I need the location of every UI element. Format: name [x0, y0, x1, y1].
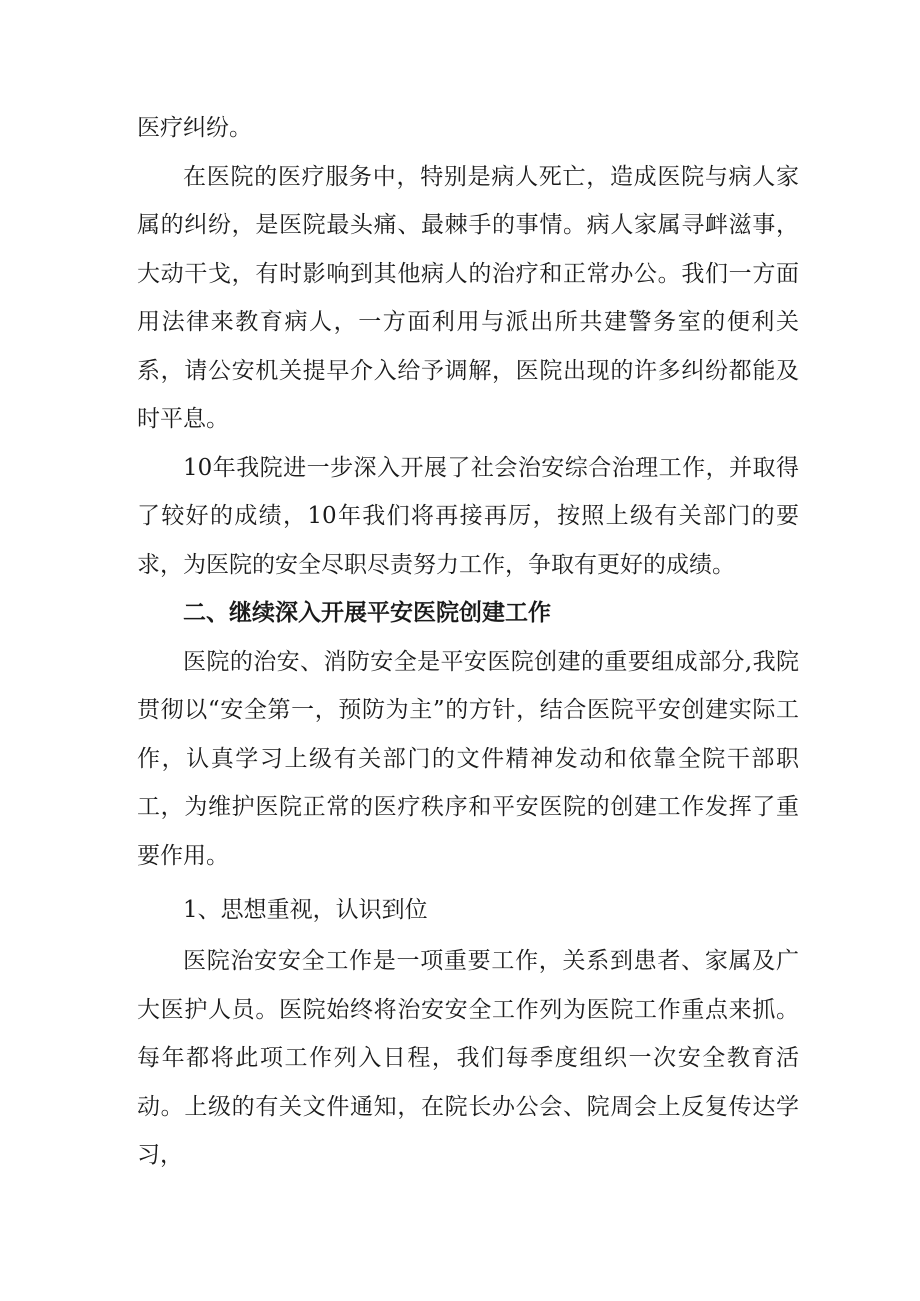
paragraph-medical-disputes: 在医院的医疗服务中，特别是病人死亡，造成医院与病人家属的纠纷，是医院最头痛、最棘手的事情。病人家属寻衅滋事，大动干戈，有时影响到其他病人的治疗和正常办公。我们一方面用法律来教育病人，一方面利用与派出所共建警务室的便利关系，请公安机关提早介入给予调解，医院出现的许多纠纷都能及时平息。 [137, 163, 799, 432]
paragraph-annual-results: 10年我院进一步深入开展了社会治安综合治理工作，并取得了较好的成绩，10年我们将再接再厉，按照上级有关部门的要求，为医院的安全尽职尽责努力工作，争取有更好的成绩。 [137, 454, 799, 578]
paragraph-safety-work: 医院治安安全工作是一项重要工作，关系到患者、家属及广大医护人员。医院始终将治安安全工作列为医院工作重点来抓。每年都将此项工作列入日程，我们每季度组织一次安全教育活动。上级的有关文件通知，在院长办公会、院周会上反复传达学习， [137, 948, 799, 1168]
section-heading-safe-hospital: 二、继续深入开展平安医院创建工作 [183, 599, 551, 626]
document-body [137, 104, 799, 1180]
subsection-heading-awareness: 1、思想重视，认识到位 [183, 897, 428, 923]
paragraph-safety-policy: 医院的治安、消防安全是平安医院创建的重要组成部分,我院贯彻以“安全第一，预防为主”的方针，结合医院平安创建实际工作，认真学习上级有关部门的文件精神发动和依靠全院干部职工，为维护医院正常的医疗秩序和平安医院的创建工作发挥了重要作用。 [137, 648, 799, 869]
paragraph-continuation: 医疗纠纷。 [137, 115, 252, 141]
